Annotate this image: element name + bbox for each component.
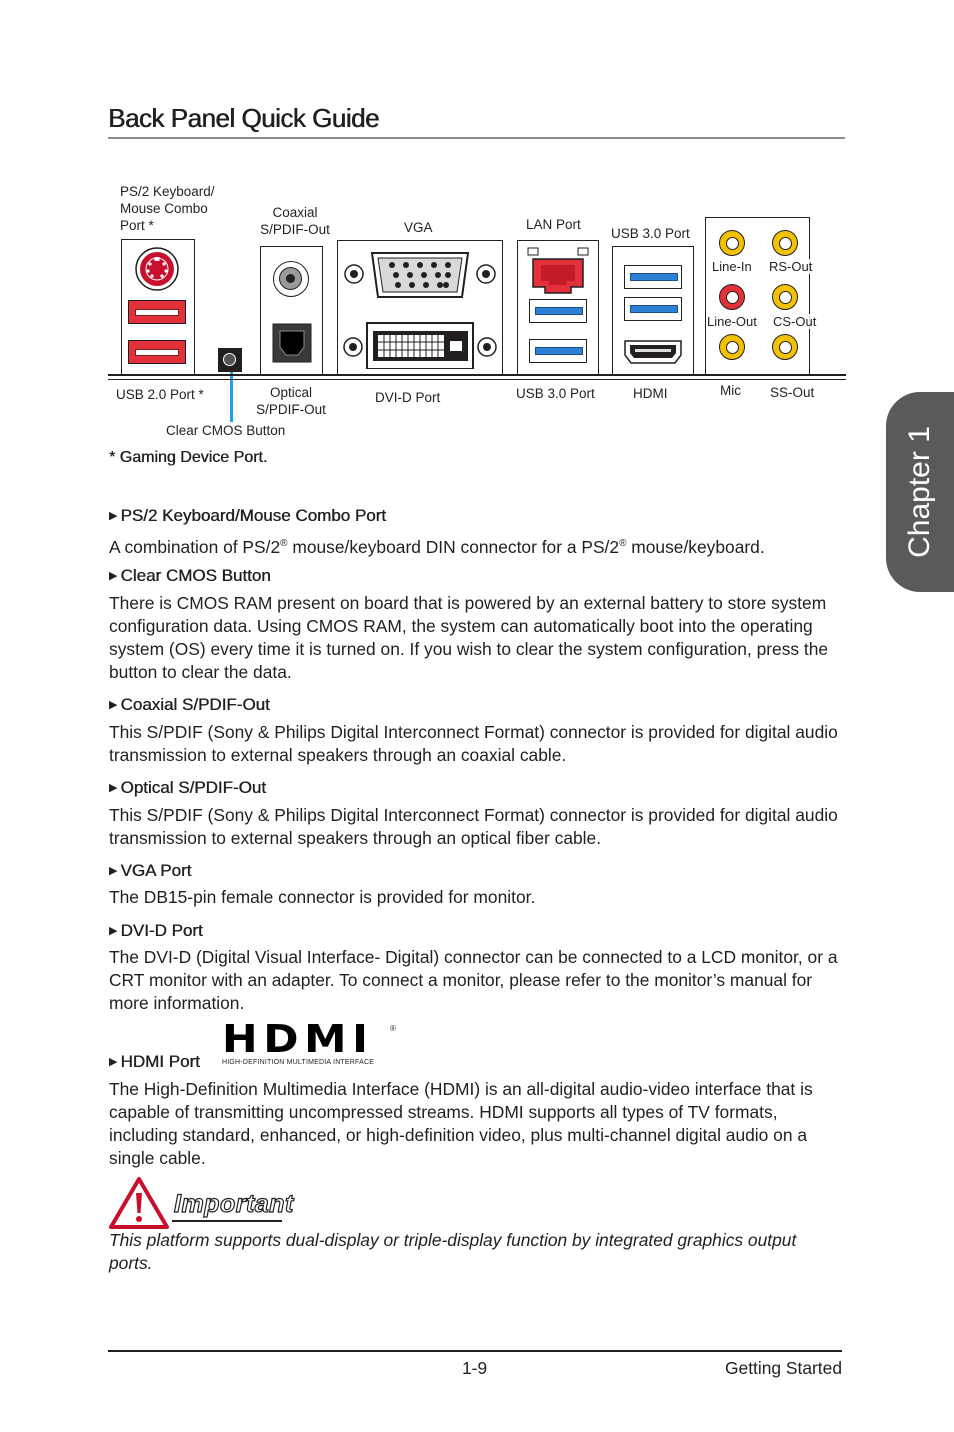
section-heading-optical: ▶ Optical S/PDIF-Out: [109, 778, 266, 797]
panel-base-line: [108, 374, 846, 376]
hdmi-logo-text: HDMI: [222, 1017, 374, 1061]
label-clear-cmos: Clear CMOS Button: [166, 423, 286, 438]
important-text: This platform supports dual-display or triple-display function by integrated graphics output ports.: [109, 1230, 797, 1273]
spdif-block: [260, 246, 323, 375]
section-body-vga: The DB15-pin female connector is provided for monitor.: [109, 887, 536, 907]
label-ps2: PS/2 Keyboard/ Mouse Combo Port *: [120, 184, 215, 233]
dvi-port-icon: [340, 317, 500, 369]
lan-usb30-block: [517, 240, 599, 375]
section-heading-hdmi: ▶ HDMI Port: [109, 1052, 200, 1071]
panel-base-line-2: [108, 379, 846, 380]
hdmi-logo: [222, 1017, 400, 1070]
clear-cmos-button: [218, 348, 242, 372]
usb30-port-1: [529, 299, 587, 323]
label-usb30-bottom: USB 3.0 Port: [516, 386, 595, 401]
label-hdmi: HDMI: [633, 386, 668, 401]
audio-block: [705, 217, 810, 375]
hdmi-logo-subtitle: HIGH-DEFINITION MULTIMEDIA INTERFACE: [222, 1059, 375, 1066]
ps2-port-icon: [134, 246, 180, 292]
label-line-out: Line-Out: [707, 314, 757, 329]
important-underline: [172, 1220, 282, 1222]
warning-triangle-icon: [108, 1176, 170, 1230]
label-ss-out: SS-Out: [770, 385, 815, 400]
vga-port-icon: [340, 247, 500, 305]
chapter-tab: [886, 392, 954, 592]
label-lan: LAN Port: [526, 217, 581, 232]
usb20-port-1: [128, 300, 186, 324]
footer-divider: [108, 1350, 842, 1352]
usb30-port-4: [624, 297, 682, 321]
label-mic: Mic: [720, 383, 741, 398]
section-heading-clear-cmos: ▶ Clear CMOS Button: [109, 566, 271, 585]
label-optical: Optical S/PDIF-Out: [256, 385, 326, 417]
gaming-device-note: * Gaming Device Port.: [109, 449, 268, 466]
usb30-hdmi-block: [612, 246, 694, 375]
section-body-ps2: A combination of PS/2® mouse/keyboard DIN connector for a PS/2® mouse/keyboard.: [109, 536, 765, 557]
coaxial-jack-icon: [273, 261, 309, 297]
title-divider: [108, 137, 845, 139]
page-title: Back Panel Quick Guide: [108, 103, 379, 133]
hdmi-logo-registered: ®: [390, 1024, 396, 1033]
optical-port-icon: [272, 323, 312, 363]
usb30-port-2: [529, 339, 587, 363]
label-usb20: USB 2.0 Port *: [116, 387, 204, 402]
section-body-coaxial: This S/PDIF (Sony & Philips Digital Interconnect Format) connector is provided for digital audio transmission to external speakers through an coaxial cable.: [109, 722, 838, 765]
line-in-jack: [719, 230, 745, 256]
usb20-port-2: [128, 340, 186, 364]
vga-dvi-block: [337, 240, 503, 375]
cs-out-jack: [772, 284, 798, 310]
ps2-usb20-block: [121, 239, 195, 375]
label-vga: VGA: [404, 220, 433, 235]
section-body-clear-cmos: There is CMOS RAM present on board that is powered by an external battery to store system configuration data. Using CMOS RAM, the system can automatically boot into the operating system (OS) every time it is turned on. If you wish to clear the system configuration, press the button to clear the data.: [109, 593, 829, 682]
label-usb30-top: USB 3.0 Port: [611, 226, 690, 241]
rs-out-jack: [772, 230, 798, 256]
section-heading-vga: ▶ VGA Port: [109, 861, 192, 880]
label-cs-out: CS-Out: [773, 314, 817, 329]
section-heading-dvid: ▶ DVI-D Port: [109, 921, 203, 940]
label-rs-out: RS-Out: [769, 259, 813, 274]
section-body-dvid: The DVI-D (Digital Visual Interface- Digital) connector can be connected to a LCD monitor, or a CRT monitor with an adapter. To connect a monitor, please refer to the monitor’s manual for more information.: [109, 947, 838, 1013]
section-heading-ps2: ▶ PS/2 Keyboard/Mouse Combo Port: [109, 506, 386, 525]
hdmi-port-icon: [623, 339, 683, 365]
label-dvid: DVI-D Port: [375, 390, 441, 405]
usb30-port-3: [624, 265, 682, 289]
section-heading-coaxial: ▶ Coaxial S/PDIF-Out: [109, 695, 270, 714]
mic-jack: [719, 334, 745, 360]
chapter-tab-label: Chapter 1: [903, 426, 936, 558]
section-body-hdmi: The High-Definition Multimedia Interface (HDMI) is an all-digital audio-video interface that is capable of transmitting uncompressed streams. HDMI supports all types of TV formats, including standard, enhanced, or high-definition video, plus multi-channel digital audio on a single cable.: [109, 1079, 813, 1168]
label-coaxial: Coaxial S/PDIF-Out: [260, 205, 330, 237]
footer-section-title: Getting Started: [725, 1358, 842, 1378]
ss-out-jack: [772, 334, 798, 360]
line-out-jack: [719, 284, 745, 310]
label-line-in: Line-In: [712, 259, 752, 274]
important-title: Important: [174, 1190, 294, 1218]
page-number: 1-9: [462, 1358, 488, 1378]
section-body-optical: This S/PDIF (Sony & Philips Digital Interconnect Format) connector is provided for digital audio transmission to external speakers through an optical fiber cable.: [109, 805, 838, 848]
lan-port-icon: [527, 247, 589, 295]
